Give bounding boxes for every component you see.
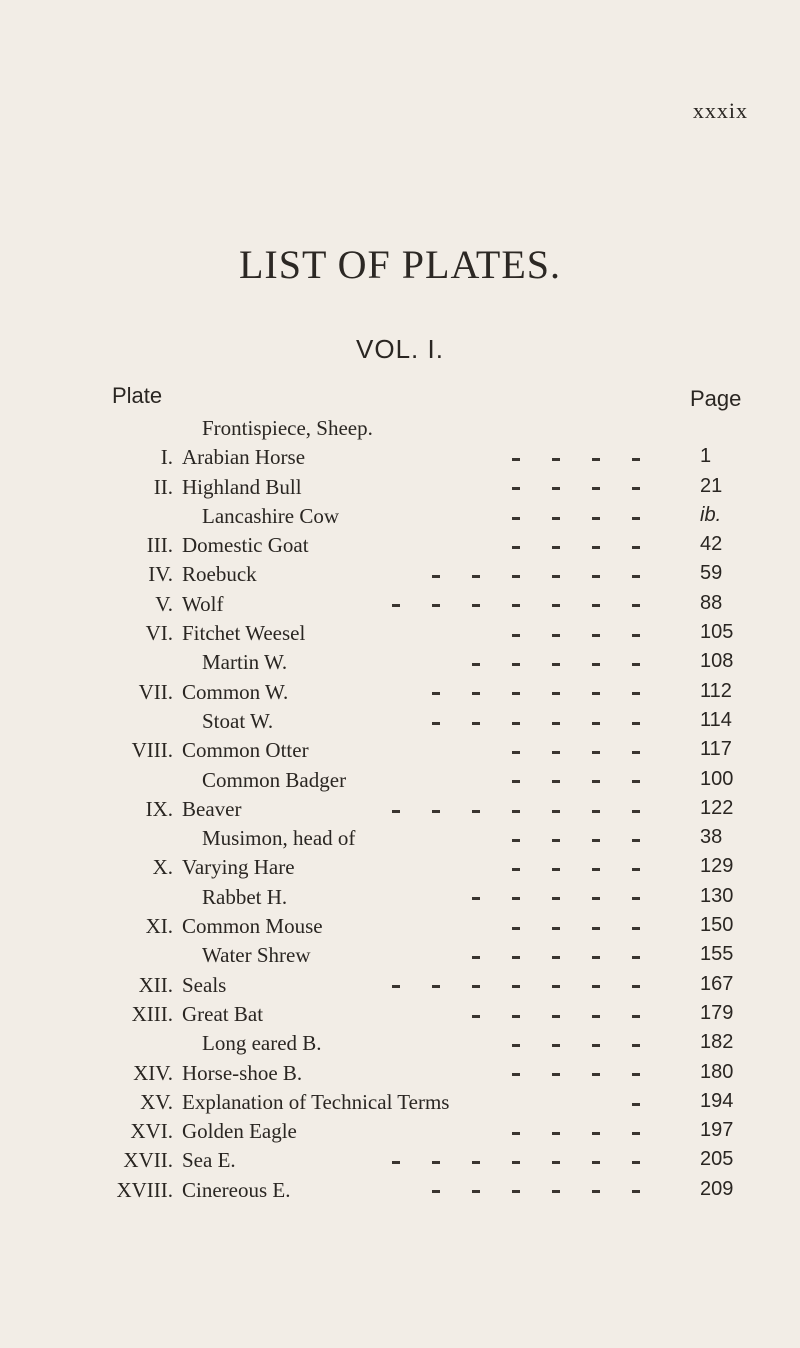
- plate-number: IX.: [145, 796, 173, 821]
- leader-dash: [552, 1190, 560, 1193]
- leader-dash: [512, 663, 520, 666]
- plate-number: XVII.: [123, 1148, 173, 1173]
- plate-entry: [0, 885, 800, 914]
- plate-entry: [0, 855, 800, 884]
- leader-dash: [512, 1044, 520, 1047]
- leader-dash: [512, 751, 520, 754]
- leader-dash: [552, 634, 560, 637]
- leader-dash: [592, 985, 600, 988]
- leader-dash: [592, 634, 600, 637]
- plate-page: 180: [700, 1060, 734, 1083]
- plate-page: 88: [700, 591, 723, 614]
- leader-dash: [552, 1044, 560, 1047]
- leader-dash: [552, 1161, 560, 1164]
- plate-label: Cinereous E.: [182, 1177, 291, 1202]
- leader-dash: [632, 1132, 640, 1135]
- plate-page: 155: [700, 943, 734, 966]
- leader-dash: [632, 517, 640, 520]
- leader-dashes: [432, 1178, 696, 1203]
- leader-dash: [512, 839, 520, 842]
- plate-entry: [0, 1031, 800, 1060]
- leader-dash: [472, 810, 480, 813]
- plate-label: Lancashire Cow: [202, 503, 340, 528]
- plate-number: I.: [160, 445, 173, 470]
- leader-dash: [472, 1015, 480, 1018]
- leader-dash: [632, 692, 640, 695]
- leader-dash: [632, 1015, 640, 1018]
- leader-dash: [592, 868, 600, 871]
- leader-dash: [432, 985, 440, 988]
- leader-dash: [632, 810, 640, 813]
- leader-dash: [592, 956, 600, 959]
- plate-label: Explanation of Technical Terms: [182, 1089, 450, 1114]
- plate-label: Sea E.: [182, 1148, 236, 1173]
- leader-dash: [632, 1073, 640, 1076]
- plate-page: 194: [700, 1089, 734, 1112]
- plate-page: 167: [700, 972, 734, 995]
- leader-dash: [512, 780, 520, 783]
- leader-dash: [592, 1132, 600, 1135]
- leader-dash: [552, 897, 560, 900]
- leader-dash: [552, 1132, 560, 1135]
- plate-entry: [0, 1119, 800, 1148]
- plate-page: 130: [700, 884, 734, 907]
- plate-label: Stoat W.: [202, 708, 274, 733]
- leader-dash: [392, 985, 400, 988]
- leader-dash: [552, 956, 560, 959]
- leader-dash: [512, 722, 520, 725]
- leader-dash: [552, 517, 560, 520]
- leader-dash: [432, 575, 440, 578]
- plate-label: Wolf: [182, 591, 224, 616]
- leader-dash: [472, 956, 480, 959]
- plate-page: 1: [700, 445, 712, 468]
- plate-page: 182: [700, 1031, 734, 1054]
- plate-number: XIII.: [131, 1001, 173, 1026]
- leader-dashes: [472, 885, 736, 910]
- leader-dash: [552, 985, 560, 988]
- leader-dash: [512, 487, 520, 490]
- leader-dash: [512, 546, 520, 549]
- plate-number: XIV.: [133, 1060, 173, 1085]
- page-column-header: Page: [690, 386, 742, 411]
- leader-dash: [592, 1190, 600, 1193]
- leader-dash: [632, 780, 640, 783]
- plate-entry: [0, 973, 800, 1002]
- plate-entry: [0, 797, 800, 826]
- plate-label: Common W.: [182, 679, 289, 704]
- leader-dash: [392, 1161, 400, 1164]
- plate-page: 105: [700, 621, 734, 644]
- leader-dash: [632, 1103, 640, 1106]
- plate-page: 59: [700, 562, 723, 585]
- plate-entry: [0, 504, 800, 533]
- plate-page: 129: [700, 855, 734, 878]
- leader-dash: [392, 604, 400, 607]
- plate-page: 205: [700, 1148, 734, 1171]
- plate-label: Great Bat: [182, 1001, 264, 1026]
- leader-dash: [512, 985, 520, 988]
- plate-page: 100: [700, 767, 734, 790]
- leader-dash: [552, 458, 560, 461]
- plate-entry: [0, 621, 800, 650]
- leader-dash: [592, 458, 600, 461]
- leader-dash: [632, 722, 640, 725]
- plate-label: Frontispiece, Sheep.: [202, 416, 373, 440]
- plate-label: Fitchet Weesel: [182, 621, 306, 646]
- plate-entry: [0, 1148, 800, 1177]
- plate-page: 114: [700, 708, 732, 731]
- plate-label: Common Otter: [182, 738, 309, 763]
- leader-dash: [632, 1190, 640, 1193]
- leader-dash: [632, 487, 640, 490]
- leader-dashes: [472, 943, 736, 968]
- page-number: xxxix: [692, 98, 748, 123]
- leader-dash: [552, 487, 560, 490]
- plate-entry: [0, 1002, 800, 1031]
- plate-number: XV.: [140, 1089, 173, 1114]
- leader-dash: [632, 1161, 640, 1164]
- leader-dash: [552, 546, 560, 549]
- leader-dash: [512, 810, 520, 813]
- leader-dash: [552, 692, 560, 695]
- plate-label: Rabbet H.: [202, 884, 288, 909]
- plate-page: 179: [700, 1001, 734, 1024]
- leader-dash: [552, 722, 560, 725]
- plate-label: Musimon, head of: [202, 826, 356, 851]
- leader-dash: [592, 780, 600, 783]
- leader-dash: [472, 663, 480, 666]
- plate-label: Golden Eagle: [182, 1119, 297, 1144]
- plate-label: Martin W.: [202, 650, 288, 675]
- plate-entry: [0, 533, 800, 562]
- leader-dash: [632, 546, 640, 549]
- leader-dash: [552, 663, 560, 666]
- leader-dash: [632, 751, 640, 754]
- leader-dashes: [392, 797, 656, 822]
- plate-label: Seals: [182, 972, 227, 997]
- leader-dash: [632, 634, 640, 637]
- plate-page: 197: [700, 1119, 734, 1142]
- leader-dash: [512, 897, 520, 900]
- leader-dash: [472, 1161, 480, 1164]
- plate-page: 38: [700, 826, 723, 849]
- plate-label: Horse-shoe B.: [182, 1060, 303, 1085]
- plate-entry: [0, 738, 800, 767]
- plate-page: 117: [700, 738, 732, 761]
- leader-dash: [552, 1015, 560, 1018]
- leader-dash: [512, 927, 520, 930]
- leader-dash: [592, 1015, 600, 1018]
- leader-dash: [512, 868, 520, 871]
- leader-dash: [592, 663, 600, 666]
- leader-dash: [392, 810, 400, 813]
- plate-number: XVIII.: [116, 1177, 173, 1202]
- plate-entry: [0, 768, 800, 797]
- plate-number: VIII.: [131, 738, 173, 763]
- leader-dash: [592, 692, 600, 695]
- leader-dashes: [392, 1148, 656, 1173]
- leader-dash: [592, 751, 600, 754]
- leader-dash: [592, 517, 600, 520]
- leader-dash: [512, 1132, 520, 1135]
- leader-dash: [432, 810, 440, 813]
- leader-dash: [472, 1190, 480, 1193]
- leader-dash: [592, 810, 600, 813]
- plate-label: Common Mouse: [182, 914, 323, 939]
- leader-dashes: [432, 680, 696, 705]
- leader-dash: [632, 956, 640, 959]
- plate-entry: [0, 445, 800, 474]
- leader-dash: [632, 458, 640, 461]
- leader-dash: [592, 839, 600, 842]
- plate-number: III.: [146, 533, 173, 558]
- leader-dash: [592, 722, 600, 725]
- plate-label: Water Shrew: [202, 943, 311, 968]
- leader-dash: [472, 575, 480, 578]
- volume-heading: VOL. I.: [356, 334, 444, 364]
- plate-column-header: Plate: [112, 383, 163, 408]
- plate-page: 122: [700, 796, 734, 819]
- leader-dash: [552, 810, 560, 813]
- leader-dash: [432, 1190, 440, 1193]
- leader-dash: [592, 927, 600, 930]
- plate-number: XI.: [145, 914, 173, 939]
- leader-dashes: [392, 592, 656, 617]
- leader-dash: [592, 487, 600, 490]
- plate-label: Beaver: [182, 796, 242, 821]
- plate-entry: [0, 416, 800, 445]
- leader-dash: [552, 1073, 560, 1076]
- plate-page: 42: [700, 533, 723, 556]
- leader-dash: [512, 604, 520, 607]
- plate-entry: [0, 592, 800, 621]
- plate-entry: [0, 650, 800, 679]
- plate-number: II.: [153, 474, 173, 499]
- leader-dashes: [392, 973, 656, 998]
- plate-entry: [0, 943, 800, 972]
- plate-label: Common Badger: [202, 767, 347, 792]
- leader-dash: [592, 1044, 600, 1047]
- leader-dash: [552, 927, 560, 930]
- leader-dash: [592, 546, 600, 549]
- plate-label: Long eared B.: [202, 1031, 322, 1056]
- plate-number: XVI.: [130, 1119, 173, 1144]
- leader-dash: [472, 692, 480, 695]
- plate-number: VII.: [138, 679, 173, 704]
- leader-dash: [592, 604, 600, 607]
- page-title: LIST OF PLATES.: [238, 242, 562, 287]
- plate-entry: [0, 1178, 800, 1207]
- leader-dash: [512, 575, 520, 578]
- plate-label: Highland Bull: [182, 474, 302, 499]
- leader-dash: [512, 634, 520, 637]
- plate-page: ib.: [700, 503, 722, 526]
- plate-page: 21: [700, 474, 723, 497]
- leader-dashes: [472, 650, 736, 675]
- leader-dash: [432, 692, 440, 695]
- leader-dashes: [432, 709, 696, 734]
- plate-entry: [0, 914, 800, 943]
- leader-dashes: [472, 1002, 736, 1027]
- leader-dash: [592, 897, 600, 900]
- plate-number: X.: [152, 855, 173, 880]
- leader-dash: [432, 604, 440, 607]
- plate-page: 209: [700, 1177, 734, 1200]
- plate-entry: [0, 1090, 800, 1119]
- leader-dash: [592, 575, 600, 578]
- leader-dash: [592, 1073, 600, 1076]
- plate-entry: [0, 826, 800, 855]
- leader-dash: [512, 517, 520, 520]
- leader-dash: [512, 458, 520, 461]
- plate-entry: [0, 1061, 800, 1090]
- plate-entry: [0, 562, 800, 591]
- plate-page: 112: [700, 679, 732, 702]
- leader-dash: [552, 780, 560, 783]
- plate-page: 150: [700, 914, 734, 937]
- leader-dash: [632, 839, 640, 842]
- leader-dash: [512, 956, 520, 959]
- leader-dash: [472, 722, 480, 725]
- leader-dash: [552, 604, 560, 607]
- leader-dash: [512, 1161, 520, 1164]
- plate-number: XII.: [138, 972, 173, 997]
- plates-list: [0, 416, 800, 1207]
- leader-dash: [552, 868, 560, 871]
- leader-dash: [552, 751, 560, 754]
- leader-dash: [512, 692, 520, 695]
- leader-dash: [632, 604, 640, 607]
- leader-dash: [512, 1073, 520, 1076]
- leader-dash: [632, 1044, 640, 1047]
- leader-dash: [472, 604, 480, 607]
- leader-dash: [632, 868, 640, 871]
- leader-dash: [632, 927, 640, 930]
- plate-number: IV.: [148, 562, 173, 587]
- leader-dash: [512, 1015, 520, 1018]
- plate-label: Varying Hare: [182, 855, 295, 880]
- plate-entry: [0, 709, 800, 738]
- plate-number: VI.: [145, 621, 173, 646]
- leader-dash: [632, 575, 640, 578]
- leader-dash: [472, 985, 480, 988]
- leader-dashes: [432, 562, 696, 587]
- leader-dash: [632, 985, 640, 988]
- leader-dash: [632, 663, 640, 666]
- leader-dash: [432, 1161, 440, 1164]
- leader-dash: [512, 1190, 520, 1193]
- plate-label: Roebuck: [182, 562, 257, 587]
- leader-dash: [472, 897, 480, 900]
- plate-entry: [0, 475, 800, 504]
- plate-label: Arabian Horse: [182, 445, 306, 470]
- leader-dash: [432, 722, 440, 725]
- leader-dash: [552, 575, 560, 578]
- leader-dash: [632, 897, 640, 900]
- leader-dash: [552, 839, 560, 842]
- plate-entry: [0, 680, 800, 709]
- leader-dash: [592, 1161, 600, 1164]
- plate-label: Domestic Goat: [182, 533, 309, 558]
- plate-number: V.: [155, 591, 173, 616]
- plate-page: 108: [700, 650, 734, 673]
